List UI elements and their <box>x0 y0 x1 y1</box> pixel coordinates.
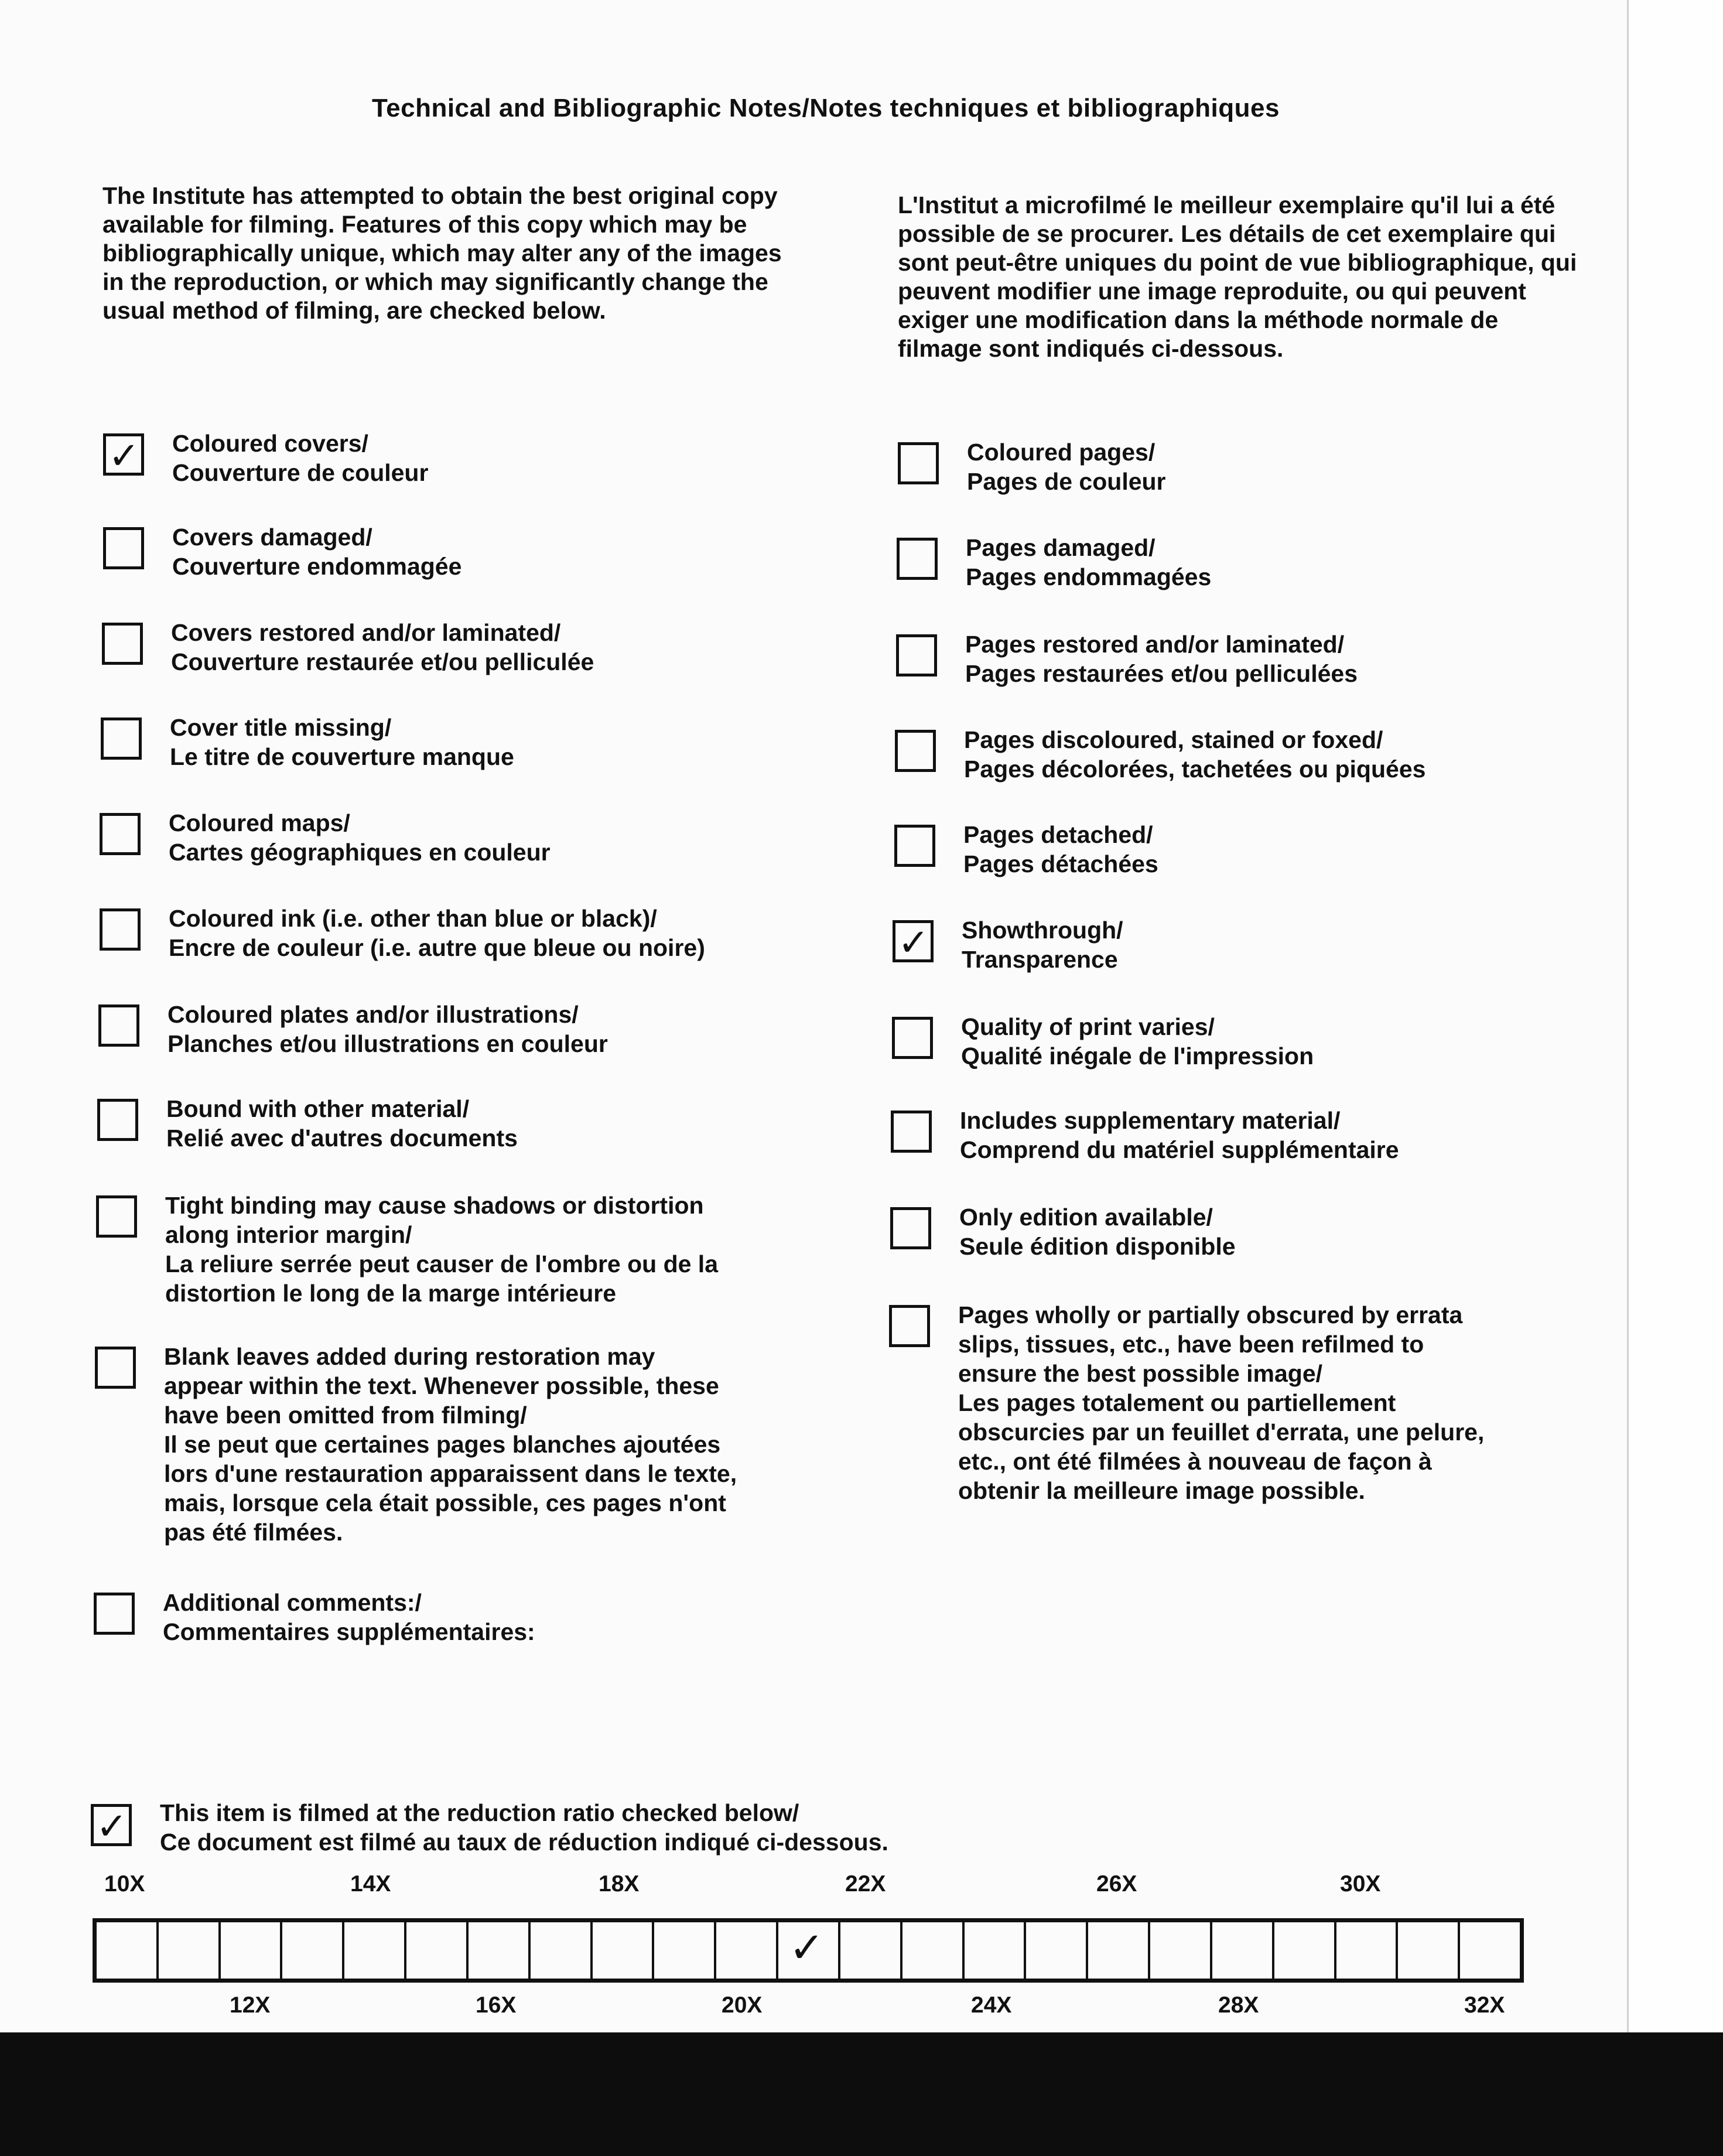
right-label <box>958 1300 1626 1505</box>
right-label-line: Pages détachées <box>963 850 1158 877</box>
ratio-cell[interactable] <box>778 1922 840 1979</box>
left-checkbox[interactable] <box>100 908 141 951</box>
left-label-line: Cover title missing/ <box>170 714 392 741</box>
left-label-line: pas été filmées. <box>164 1519 343 1546</box>
ratio-label: 20X <box>722 1993 763 2018</box>
left-label-line: Couverture endommagée <box>172 553 462 580</box>
left-label <box>163 1588 830 1646</box>
intro-english: The Institute has attempted to obtain the best original copy available for filming. Features of this copy which may be bibliographically unique, which may alter any of the images in the reproduction, or which may significantly change the usual method of filming, are checked below. <box>102 182 782 324</box>
right-label <box>962 915 1629 974</box>
ratio-label: 10X <box>104 1871 145 1897</box>
right-label-line: Pages damaged/ <box>966 534 1155 561</box>
left-label-line: Tight binding may cause shadows or distortion <box>165 1192 704 1219</box>
right-label <box>960 1106 1628 1164</box>
page-title: Technical and Bibliographic Notes/Notes techniques et bibliographiques <box>372 94 1280 122</box>
reduction-line-en: This item is filmed at the reduction ratio checked below/ <box>160 1799 799 1826</box>
ratio-cell[interactable] <box>716 1922 778 1979</box>
right-label-line: Qualité inégale de l'impression <box>961 1043 1314 1070</box>
ratio-cell[interactable] <box>531 1922 593 1979</box>
right-label-line: Pages detached/ <box>963 821 1153 848</box>
left-label <box>172 522 840 581</box>
right-label-line: ensure the best possible image/ <box>958 1360 1323 1387</box>
left-label <box>167 1000 835 1058</box>
right-label-line: Includes supplementary material/ <box>960 1107 1341 1134</box>
right-label-line: Quality of print varies/ <box>961 1013 1215 1040</box>
right-label-line: Pages wholly or partially obscured by errata <box>958 1301 1463 1328</box>
check-mark-icon: ✓ <box>96 1805 128 1847</box>
adjacent-page-edge <box>1627 0 1723 2032</box>
left-checkbox[interactable] <box>97 1099 138 1141</box>
left-label-line: Bound with other material/ <box>166 1095 470 1122</box>
ratio-cell[interactable] <box>1460 1922 1520 1979</box>
intro-french: L'Institut a microfilmé le meilleur exemplaire qu'il lui a été possible de se procurer. Les détails de cet exemplaire qui sont peut-être uniques du point de vue bibliographique, qui peuvent modifier une image reproduite, ou qui peuvent exiger une modification dans la méthode normale de filmage sont indiqués ci-dessous. <box>898 192 1577 362</box>
left-label-line: Relié avec d'autres documents <box>166 1125 518 1152</box>
left-label <box>166 1094 834 1153</box>
ratio-cell[interactable] <box>1088 1922 1150 1979</box>
ratio-label: 22X <box>845 1871 886 1897</box>
right-label-line: Pages discoloured, stained or foxed/ <box>964 726 1383 753</box>
ratio-label: 32X <box>1464 1993 1505 2018</box>
right-checkbox[interactable] <box>892 1017 933 1059</box>
scan-border-band <box>0 2032 1723 2156</box>
left-checkbox[interactable] <box>96 1195 137 1238</box>
ratio-cell[interactable] <box>654 1922 716 1979</box>
left-label-line: Coloured covers/ <box>172 430 368 457</box>
ratio-label: 30X <box>1340 1871 1381 1897</box>
reduction-checkbox[interactable] <box>91 1804 132 1846</box>
right-label <box>965 630 1633 688</box>
right-label <box>966 533 1633 592</box>
left-label-line: mais, lorsque cela était possible, ces pages n'ont <box>164 1489 726 1516</box>
left-checkbox[interactable] <box>103 433 144 476</box>
right-label-line: Seule édition disponible <box>959 1233 1236 1260</box>
left-label-line: Coloured ink (i.e. other than blue or black)/ <box>169 905 657 932</box>
left-label-line: Planches et/ou illustrations en couleur <box>167 1030 608 1057</box>
right-label <box>964 725 1632 784</box>
left-checkbox[interactable] <box>100 813 141 855</box>
left-label-line: Blank leaves added during restoration may <box>164 1343 655 1370</box>
right-checkbox[interactable] <box>891 1111 932 1153</box>
ratio-cell[interactable] <box>221 1922 283 1979</box>
left-checkbox[interactable] <box>103 527 144 569</box>
left-label-line: La reliure serrée peut causer de l'ombre ou de la <box>165 1250 719 1277</box>
ratio-label: 18X <box>599 1871 640 1897</box>
ratio-cell[interactable] <box>406 1922 469 1979</box>
right-label-line: Pages de couleur <box>967 468 1166 495</box>
ratio-cell[interactable] <box>1336 1922 1399 1979</box>
left-label-line: Encre de couleur (i.e. autre que bleue ou noire) <box>169 934 705 961</box>
left-label-line: Cartes géographiques en couleur <box>169 839 551 866</box>
left-label-line: appear within the text. Whenever possible, these <box>164 1372 719 1399</box>
ratio-label: 14X <box>350 1871 391 1897</box>
reduction-text <box>160 1798 888 1857</box>
ratio-cell[interactable] <box>593 1922 655 1979</box>
right-label-line: Transparence <box>962 946 1118 973</box>
right-label-line: Pages restaurées et/ou pelliculées <box>965 660 1358 687</box>
left-label <box>172 429 840 487</box>
left-checkbox[interactable] <box>95 1347 136 1389</box>
left-label <box>170 713 837 771</box>
right-label-line: Pages décolorées, tachetées ou piquées <box>964 756 1426 783</box>
check-mark-icon: ✓ <box>789 1925 825 1972</box>
left-label-line: Couverture restaurée et/ou pelliculée <box>171 648 594 675</box>
right-label-line: Les pages totalement ou partiellement <box>958 1389 1396 1416</box>
right-label-line: Only edition available/ <box>959 1204 1213 1231</box>
left-label-line: Le titre de couverture manque <box>170 743 514 770</box>
left-label <box>171 618 839 676</box>
check-mark-icon: ✓ <box>108 435 140 477</box>
ratio-cell[interactable] <box>469 1922 531 1979</box>
left-label <box>164 1342 832 1547</box>
ratio-label: 26X <box>1096 1871 1137 1897</box>
right-label-line: Comprend du matériel supplémentaire <box>960 1136 1399 1163</box>
left-label-line: Coloured plates and/or illustrations/ <box>167 1001 579 1028</box>
ratio-cell[interactable] <box>1150 1922 1212 1979</box>
ratio-cell[interactable] <box>159 1922 221 1979</box>
left-checkbox[interactable] <box>101 717 142 760</box>
right-label-line: Pages restored and/or laminated/ <box>965 631 1345 658</box>
check-mark-icon: ✓ <box>898 921 929 963</box>
left-label-line: Covers damaged/ <box>172 524 372 551</box>
ratio-cell[interactable] <box>1398 1922 1460 1979</box>
ratio-cell[interactable] <box>902 1922 965 1979</box>
right-checkbox[interactable] <box>895 730 936 772</box>
right-label-line: Pages endommagées <box>966 563 1212 590</box>
left-label-line: Commentaires supplémentaires: <box>163 1618 535 1645</box>
right-label-line: Showthrough/ <box>962 917 1123 944</box>
ratio-label: 28X <box>1218 1993 1259 2018</box>
left-label-line: lors d'une restauration apparaissent dans le texte, <box>164 1460 737 1487</box>
right-label-line: etc., ont été filmées à nouveau de façon à <box>958 1448 1432 1475</box>
right-label <box>967 438 1635 496</box>
right-checkbox[interactable] <box>889 1305 930 1347</box>
right-label <box>959 1202 1627 1261</box>
right-checkbox[interactable] <box>898 442 939 484</box>
right-label-line: slips, tissues, etc., have been refilmed to <box>958 1331 1424 1358</box>
left-label-line: Covers restored and/or laminated/ <box>171 619 561 646</box>
ratio-cell[interactable] <box>344 1922 406 1979</box>
left-label-line: have been omitted from filming/ <box>164 1402 527 1429</box>
left-checkbox[interactable] <box>98 1004 139 1047</box>
left-label-line: Additional comments:/ <box>163 1589 422 1616</box>
right-label-line: Coloured pages/ <box>967 439 1155 466</box>
left-label <box>169 904 836 962</box>
right-checkbox[interactable] <box>894 825 935 867</box>
left-label <box>169 808 836 867</box>
left-label-line: along interior margin/ <box>165 1221 412 1248</box>
right-checkbox[interactable] <box>893 920 934 962</box>
left-checkbox[interactable] <box>94 1593 135 1635</box>
right-checkbox[interactable] <box>890 1207 931 1249</box>
right-label-line: obscurcies par un feuillet d'errata, une pelure, <box>958 1419 1485 1446</box>
ratio-cell[interactable] <box>1274 1922 1336 1979</box>
ratio-label: 12X <box>230 1993 271 2018</box>
ratio-cell[interactable] <box>282 1922 344 1979</box>
right-checkbox[interactable] <box>896 634 937 676</box>
ratio-label: 24X <box>971 1993 1012 2018</box>
ratio-cell[interactable] <box>965 1922 1027 1979</box>
left-label-line: Coloured maps/ <box>169 809 350 836</box>
reduction-ratio-scale <box>93 1918 1524 1983</box>
right-label <box>963 820 1631 879</box>
ratio-cell[interactable] <box>1026 1922 1088 1979</box>
left-label-line: distortion le long de la marge intérieure <box>165 1280 617 1307</box>
ratio-cell[interactable] <box>1212 1922 1274 1979</box>
left-label <box>165 1191 833 1308</box>
reduction-line-fr: Ce document est filmé au taux de réduction indiqué ci-dessous. <box>160 1829 888 1856</box>
ratio-cell[interactable] <box>840 1922 902 1979</box>
right-checkbox[interactable] <box>897 538 938 580</box>
ratio-cell[interactable] <box>97 1922 159 1979</box>
left-checkbox[interactable] <box>102 623 143 665</box>
left-label-line: Couverture de couleur <box>172 459 429 486</box>
right-label <box>961 1012 1629 1071</box>
left-label-line: Il se peut que certaines pages blanches ajoutées <box>164 1431 721 1458</box>
right-label-line: obtenir la meilleure image possible. <box>958 1477 1365 1504</box>
ratio-label: 16X <box>476 1993 517 2018</box>
